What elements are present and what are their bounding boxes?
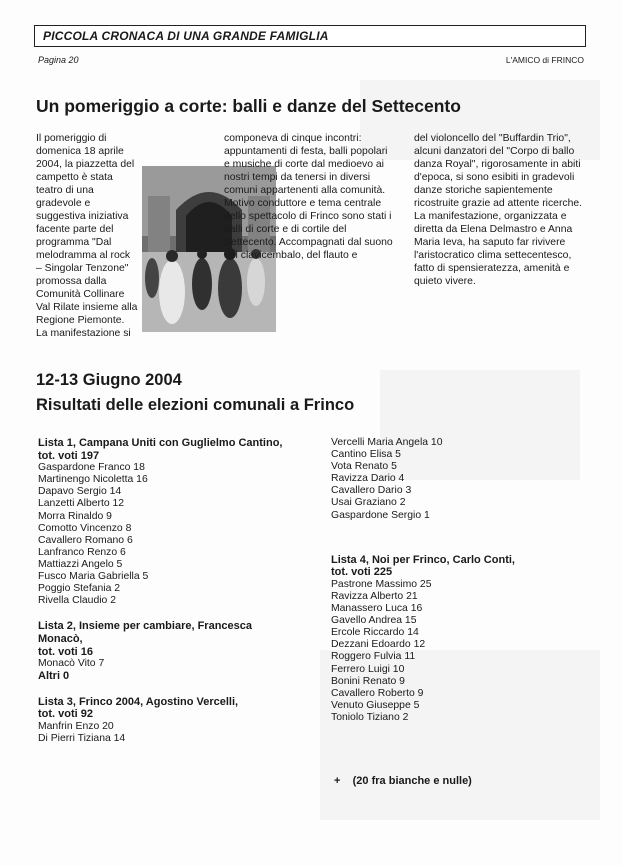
candidate: Manfrin Enzo 20: [38, 720, 114, 732]
list-2-name: Lista 2, Insieme per cambiare, Francesca Monacò,: [38, 620, 253, 645]
candidate: Gaspardone Franco 18: [38, 462, 145, 474]
candidate: Dezzani Edoardo 12: [331, 639, 426, 651]
list-2-others: Altri 0: [38, 670, 70, 683]
candidate: Venuto Giuseppe 5: [331, 699, 420, 711]
blank-ballots-note: + (20 fra bianche e nulle): [334, 775, 472, 787]
candidate: Usai Graziano 2: [331, 497, 406, 509]
candidate: Vercelli Maria Angela 10: [331, 437, 443, 448]
candidate: Cantino Elisa 5: [331, 449, 401, 461]
magazine-name: L'AMICO di FRINCO: [505, 55, 584, 65]
candidate: Lanzetti Alberto 12: [38, 498, 125, 510]
candidate: Monacò Vito 7: [38, 658, 105, 670]
candidate: Cavallero Dario 3: [331, 485, 412, 497]
candidate: Ravizza Alberto 21: [331, 590, 418, 602]
candidate: Cavallero Roberto 9: [331, 687, 424, 699]
candidate: Di Pierri Tiziana 14: [38, 733, 126, 745]
list-3-name: Lista 3, Frinco 2004, Agostino Vercelli,: [38, 695, 239, 708]
candidate: Gavello Andrea 15: [331, 615, 417, 627]
candidate: Toniolo Tiziano 2: [331, 711, 409, 723]
list-1-name: Lista 1, Campana Uniti con Guglielmo Cantino,: [38, 437, 283, 449]
candidate: Mattiazzi Angelo 5: [38, 558, 123, 570]
article-column-3: del violoncello del "Buffardin Trio", alcuni danzatori del "Corpo di ballo danza Royal", rigorosamente in abiti d'epoca, si sono esibiti in gradevoli danze storiche sapientemente ricostruite grazie ad attente ricerche. La manifestazione, organizzata e diretta da Elena Delmastro e Anna Maria Ieva, ha saputo far rivivere l'aristocratico clima settecentesco, fatto di spensieratezza, amenità e quieto vivere.: [414, 133, 583, 287]
candidate: Morra Rinaldo 9: [38, 510, 112, 522]
candidate: Comotto Vincenzo 8: [38, 522, 132, 534]
candidate: Ravizza Dario 4: [331, 473, 405, 485]
article-title: Un pomeriggio a corte: balli e danze del Settecento: [36, 96, 461, 116]
candidate: Vota Renato 5: [331, 461, 397, 473]
list-4-total: tot. voti 225: [331, 566, 393, 579]
candidate: Poggio Stefania 2: [38, 583, 121, 595]
list-2-total: tot. voti 16: [38, 645, 94, 658]
candidate: Cavallero Romano 6: [38, 534, 133, 546]
list-3-total: tot. voti 92: [38, 708, 94, 721]
header-title: PICCOLA CRONACA DI UNA GRANDE FAMIGLIA: [43, 29, 329, 43]
candidate: Fusco Maria Gabriella 5: [38, 571, 149, 583]
candidate: Martinengo Nicoletta 16: [38, 474, 148, 486]
candidate: Ferrero Luigi 10: [331, 663, 405, 675]
header-banner: [34, 25, 586, 47]
candidate: Ercole Riccardo 14: [331, 627, 419, 639]
candidate: Lanfranco Renzo 6: [38, 546, 126, 558]
candidate: Pastrone Massimo 25: [331, 578, 432, 590]
candidate: Bonini Renato 9: [331, 675, 405, 687]
list-4-name: Lista 4, Noi per Frinco, Carlo Conti,: [331, 553, 515, 566]
page-number: Pagina 20: [38, 55, 79, 65]
candidate: Manassero Luca 16: [331, 603, 423, 615]
results-right-column: [331, 437, 586, 724]
candidate: Dapavo Sergio 14: [38, 486, 122, 498]
article-column-1: Il pomeriggio di domenica 18 aprile 2004, la piazzetta del campetto è stata teatro di una gradevole e suggestiva iniziativa facente parte del programma "Dal melodramma al rock – Singolar Tenzone" promossa dalla Comunità Collinare Val Rilate insieme alla Regione Piemonte. La manifestazione si: [36, 133, 138, 339]
article-column-2: componeva di cinque incontri: appuntamenti di festa, balli popolari e musiche di corte dal medioevo ai nostri tempi da tenersi in diversi comuni appartenenti alla comunità. Motivo conduttore e tema centrale dello spettacolo di Frinco sono stati i balli di corte e di cortile del Settecento. Accompagnati dal suono del clavicembalo, del flauto e: [224, 133, 393, 261]
election-date-heading: 12-13 Giugno 2004: [36, 371, 182, 389]
results-left-column: [38, 437, 298, 745]
candidate: Rivella Claudio 2: [38, 595, 116, 607]
candidate: Gaspardone Sergio 1: [331, 509, 430, 521]
list-1-total: tot. voti 197: [38, 449, 100, 462]
candidate: Roggero Fulvia 11: [331, 651, 416, 663]
election-results-heading: Risultati delle elezioni comunali a Frinco: [36, 396, 355, 414]
